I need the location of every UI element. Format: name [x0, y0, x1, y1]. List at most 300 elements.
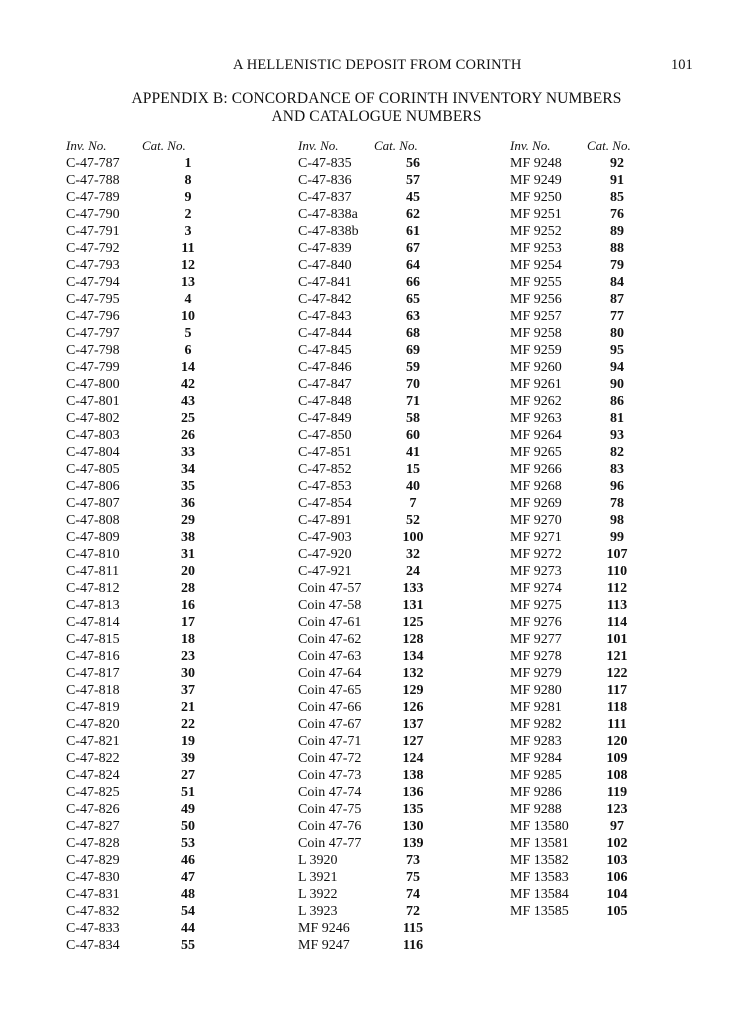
inventory-number: L 3923 — [298, 904, 338, 919]
inventory-number: MF 13583 — [510, 870, 569, 885]
inventory-number: MF 9256 — [510, 292, 562, 307]
inventory-number: C-47-814 — [66, 615, 120, 630]
inventory-number: MF 9275 — [510, 598, 562, 613]
table-row — [66, 291, 246, 308]
inventory-number: MF 13580 — [510, 819, 569, 834]
catalogue-number: 65 — [406, 292, 420, 307]
catalogue-number: 112 — [606, 581, 628, 596]
catalogue-number: 105 — [606, 904, 628, 919]
catalogue-number: 1 — [184, 156, 192, 171]
catalogue-number: 88 — [610, 241, 624, 256]
table-row — [510, 631, 690, 648]
table-row — [66, 716, 246, 733]
inventory-number: C-47-921 — [298, 564, 352, 579]
catalogue-number: 100 — [402, 530, 424, 545]
table-row — [66, 801, 246, 818]
catalogue-number: 102 — [606, 836, 628, 851]
table-row — [298, 716, 478, 733]
table-row — [298, 818, 478, 835]
catalogue-number: 22 — [181, 717, 195, 732]
table-row — [510, 801, 690, 818]
catalogue-number: 50 — [181, 819, 195, 834]
table-row — [510, 240, 690, 257]
inventory-number: C-47-798 — [66, 343, 120, 358]
inventory-number: MF 9285 — [510, 768, 562, 783]
inventory-number: L 3922 — [298, 887, 338, 902]
table-row — [510, 563, 690, 580]
table-row — [66, 257, 246, 274]
inventory-number: MF 9261 — [510, 377, 562, 392]
inventory-number: Coin 47-77 — [298, 836, 362, 851]
table-row — [510, 852, 690, 869]
table-row — [298, 937, 478, 954]
inventory-number: MF 9281 — [510, 700, 562, 715]
inventory-number: C-47-853 — [298, 479, 352, 494]
table-row — [510, 750, 690, 767]
table-row — [510, 597, 690, 614]
table-row — [66, 274, 246, 291]
inventory-number: MF 13581 — [510, 836, 569, 851]
inventory-number: C-47-852 — [298, 462, 352, 477]
inventory-number: C-47-825 — [66, 785, 120, 800]
table-row — [298, 631, 478, 648]
catalogue-number: 115 — [402, 921, 424, 936]
table-row — [66, 869, 246, 886]
inventory-number: C-47-819 — [66, 700, 120, 715]
title-line-1: APPENDIX B: CONCORDANCE OF CORINTH INVENTORY NUMBERS — [131, 90, 622, 107]
catalogue-number: 64 — [406, 258, 420, 273]
inventory-number: Coin 47-73 — [298, 768, 362, 783]
catalogue-number: 136 — [402, 785, 424, 800]
catalogue-number: 32 — [406, 547, 420, 562]
catalogue-number: 68 — [406, 326, 420, 341]
catalogue-number: 122 — [606, 666, 628, 681]
catalogue-number: 107 — [606, 547, 628, 562]
catalogue-number: 75 — [406, 870, 420, 885]
catalogue-number: 118 — [606, 700, 628, 715]
catalogue-number: 90 — [610, 377, 624, 392]
catalogue-number: 59 — [406, 360, 420, 375]
table-row — [298, 597, 478, 614]
catalogue-number: 29 — [181, 513, 195, 528]
catalogue-number: 48 — [181, 887, 195, 902]
catalogue-number: 104 — [606, 887, 628, 902]
inventory-number: C-47-847 — [298, 377, 352, 392]
title-line-2: AND CATALOGUE NUMBERS — [271, 108, 482, 125]
table-row — [66, 580, 246, 597]
catalogue-number: 28 — [181, 581, 195, 596]
catalogue-number: 87 — [610, 292, 624, 307]
table-row — [66, 240, 246, 257]
catalogue-number: 131 — [402, 598, 424, 613]
inventory-number: C-47-822 — [66, 751, 120, 766]
table-row — [298, 869, 478, 886]
table-row — [510, 189, 690, 206]
column-header — [66, 138, 246, 155]
inventory-number: MF 9249 — [510, 173, 562, 188]
table-row — [298, 801, 478, 818]
catalogue-number: 36 — [181, 496, 195, 511]
inventory-number: L 3920 — [298, 853, 338, 868]
inventory-number: MF 9253 — [510, 241, 562, 256]
table-row — [66, 818, 246, 835]
inventory-number: C-47-830 — [66, 870, 120, 885]
inventory-number: C-47-821 — [66, 734, 120, 749]
table-row — [510, 648, 690, 665]
inventory-number: C-47-844 — [298, 326, 352, 341]
table-row — [298, 461, 478, 478]
catalogue-number: 34 — [181, 462, 195, 477]
inventory-number: MF 9263 — [510, 411, 562, 426]
catalogue-number: 133 — [402, 581, 424, 596]
catalogue-number: 77 — [610, 309, 624, 324]
table-row — [510, 274, 690, 291]
inventory-number: C-47-796 — [66, 309, 120, 324]
catalogue-number: 92 — [610, 156, 624, 171]
catalogue-number: 45 — [406, 190, 420, 205]
catalogue-number: 108 — [606, 768, 628, 783]
catalogue-number: 35 — [181, 479, 195, 494]
inventory-number: C-47-831 — [66, 887, 120, 902]
inventory-number: MF 9270 — [510, 513, 562, 528]
table-row — [298, 852, 478, 869]
inventory-number: Coin 47-75 — [298, 802, 362, 817]
inventory-number: MF 9262 — [510, 394, 562, 409]
table-row — [66, 648, 246, 665]
catalogue-number: 89 — [610, 224, 624, 239]
table-row — [510, 376, 690, 393]
inventory-number: MF 9260 — [510, 360, 562, 375]
catalogue-number: 135 — [402, 802, 424, 817]
catalogue-number: 116 — [402, 938, 424, 953]
cat-no-header: Cat. No. — [374, 138, 418, 153]
catalogue-number: 114 — [606, 615, 628, 630]
inventory-number: C-47-803 — [66, 428, 120, 443]
catalogue-number: 124 — [402, 751, 424, 766]
table-row — [510, 767, 690, 784]
inventory-number: C-47-806 — [66, 479, 120, 494]
inventory-number: C-47-801 — [66, 394, 120, 409]
inventory-number: C-47-795 — [66, 292, 120, 307]
catalogue-number: 81 — [610, 411, 624, 426]
inventory-number: C-47-805 — [66, 462, 120, 477]
catalogue-number: 70 — [406, 377, 420, 392]
catalogue-number: 121 — [606, 649, 628, 664]
inventory-number: C-47-842 — [298, 292, 352, 307]
table-row — [298, 495, 478, 512]
catalogue-number: 113 — [606, 598, 628, 613]
table-row — [66, 172, 246, 189]
catalogue-number: 25 — [181, 411, 195, 426]
inventory-number: Coin 47-72 — [298, 751, 362, 766]
catalogue-number: 16 — [181, 598, 195, 613]
table-row — [298, 291, 478, 308]
catalogue-number: 31 — [181, 547, 195, 562]
catalogue-number: 109 — [606, 751, 628, 766]
catalogue-number: 82 — [610, 445, 624, 460]
catalogue-number: 24 — [406, 564, 420, 579]
table-row — [510, 427, 690, 444]
table-row — [298, 223, 478, 240]
table-row — [66, 223, 246, 240]
catalogue-number: 27 — [181, 768, 195, 783]
inventory-number: Coin 47-76 — [298, 819, 362, 834]
catalogue-number: 58 — [406, 411, 420, 426]
inventory-number: C-47-807 — [66, 496, 120, 511]
table-row — [510, 835, 690, 852]
inventory-number: MF 9257 — [510, 309, 562, 324]
table-row — [298, 172, 478, 189]
table-row — [298, 410, 478, 427]
inventory-number: Coin 47-61 — [298, 615, 362, 630]
inventory-number: MF 9288 — [510, 802, 562, 817]
table-row — [66, 461, 246, 478]
catalogue-number: 67 — [406, 241, 420, 256]
table-row — [298, 529, 478, 546]
table-row — [298, 444, 478, 461]
catalogue-number: 83 — [610, 462, 624, 477]
inventory-number: C-47-846 — [298, 360, 352, 375]
table-row — [298, 563, 478, 580]
table-row — [298, 733, 478, 750]
concordance-column-1 — [66, 138, 246, 954]
inventory-number: C-47-789 — [66, 190, 120, 205]
table-row — [298, 240, 478, 257]
inv-no-header: Inv. No. — [510, 138, 551, 153]
inventory-number: C-47-793 — [66, 258, 120, 273]
inventory-number: MF 9283 — [510, 734, 562, 749]
table-row — [298, 920, 478, 937]
inventory-number: MF 9251 — [510, 207, 562, 222]
catalogue-number: 110 — [606, 564, 628, 579]
table-row — [66, 342, 246, 359]
table-row — [298, 274, 478, 291]
inventory-number: C-47-817 — [66, 666, 120, 681]
inventory-number: Coin 47-63 — [298, 649, 362, 664]
catalogue-number: 21 — [181, 700, 195, 715]
catalogue-number: 66 — [406, 275, 420, 290]
catalogue-number: 47 — [181, 870, 195, 885]
table-row — [298, 155, 478, 172]
catalogue-number: 74 — [406, 887, 420, 902]
table-row — [510, 461, 690, 478]
inventory-number: MF 9264 — [510, 428, 562, 443]
table-row — [510, 359, 690, 376]
table-row — [510, 393, 690, 410]
table-row — [66, 665, 246, 682]
catalogue-number: 139 — [402, 836, 424, 851]
catalogue-number: 94 — [610, 360, 624, 375]
catalogue-number: 54 — [181, 904, 195, 919]
inventory-number: C-47-815 — [66, 632, 120, 647]
inventory-number: MF 9273 — [510, 564, 562, 579]
catalogue-number: 127 — [402, 734, 424, 749]
table-row — [66, 852, 246, 869]
catalogue-number: 14 — [181, 360, 195, 375]
catalogue-number: 57 — [406, 173, 420, 188]
catalogue-number: 119 — [606, 785, 628, 800]
table-row — [298, 342, 478, 359]
catalogue-number: 6 — [184, 343, 192, 358]
inventory-number: Coin 47-62 — [298, 632, 362, 647]
inventory-number: C-47-835 — [298, 156, 352, 171]
catalogue-number: 8 — [184, 173, 192, 188]
catalogue-number: 5 — [184, 326, 192, 341]
table-row — [66, 495, 246, 512]
inventory-number: C-47-809 — [66, 530, 120, 545]
appendix-title — [0, 90, 751, 126]
catalogue-number: 71 — [406, 394, 420, 409]
table-row — [298, 886, 478, 903]
catalogue-number: 52 — [406, 513, 420, 528]
inventory-number: C-47-849 — [298, 411, 352, 426]
inventory-number: Coin 47-66 — [298, 700, 362, 715]
table-row — [298, 546, 478, 563]
table-row — [298, 767, 478, 784]
catalogue-number: 56 — [406, 156, 420, 171]
table-row — [298, 359, 478, 376]
table-row — [510, 546, 690, 563]
column-header — [510, 138, 690, 155]
inventory-number: C-47-839 — [298, 241, 352, 256]
table-row — [510, 223, 690, 240]
catalogue-number: 96 — [610, 479, 624, 494]
catalogue-number: 117 — [606, 683, 628, 698]
catalogue-number: 55 — [181, 938, 195, 953]
catalogue-number: 95 — [610, 343, 624, 358]
inventory-number: C-47-800 — [66, 377, 120, 392]
catalogue-number: 63 — [406, 309, 420, 324]
inventory-number: C-47-920 — [298, 547, 352, 562]
catalogue-number: 111 — [607, 717, 627, 732]
catalogue-number: 128 — [402, 632, 424, 647]
catalogue-number: 99 — [610, 530, 624, 545]
inventory-number: C-47-804 — [66, 445, 120, 460]
table-row — [66, 835, 246, 852]
table-row — [298, 665, 478, 682]
inventory-number: MF 9286 — [510, 785, 562, 800]
table-row — [66, 155, 246, 172]
catalogue-number: 38 — [181, 530, 195, 545]
table-row — [510, 699, 690, 716]
table-row — [298, 614, 478, 631]
catalogue-number: 138 — [402, 768, 424, 783]
table-row — [298, 682, 478, 699]
table-row — [298, 835, 478, 852]
table-row — [66, 410, 246, 427]
inventory-number: Coin 47-57 — [298, 581, 362, 596]
catalogue-number: 91 — [610, 173, 624, 188]
inventory-number: MF 9254 — [510, 258, 562, 273]
table-row — [298, 750, 478, 767]
concordance-column-2 — [298, 138, 478, 954]
table-row — [298, 308, 478, 325]
cat-no-header: Cat. No. — [142, 138, 186, 153]
inventory-number: MF 13585 — [510, 904, 569, 919]
table-row — [66, 308, 246, 325]
table-row — [66, 529, 246, 546]
catalogue-number: 19 — [181, 734, 195, 749]
inv-no-header: Inv. No. — [66, 138, 107, 153]
inventory-number: C-47-790 — [66, 207, 120, 222]
inventory-number: C-47-850 — [298, 428, 352, 443]
catalogue-number: 44 — [181, 921, 195, 936]
inventory-number: C-47-826 — [66, 802, 120, 817]
catalogue-number: 46 — [181, 853, 195, 868]
table-row — [298, 580, 478, 597]
catalogue-number: 39 — [181, 751, 195, 766]
inventory-number: MF 9248 — [510, 156, 562, 171]
table-row — [66, 359, 246, 376]
table-row — [66, 393, 246, 410]
inventory-number: C-47-838a — [298, 207, 358, 222]
inventory-number: MF 9268 — [510, 479, 562, 494]
table-row — [510, 733, 690, 750]
catalogue-number: 106 — [606, 870, 628, 885]
table-row — [66, 427, 246, 444]
inventory-number: C-47-851 — [298, 445, 352, 460]
table-row — [66, 733, 246, 750]
catalogue-number: 15 — [406, 462, 420, 477]
table-row — [66, 325, 246, 342]
inventory-number: C-47-837 — [298, 190, 352, 205]
table-row — [298, 699, 478, 716]
inventory-number: C-47-824 — [66, 768, 120, 783]
table-row — [66, 682, 246, 699]
inventory-number: MF 13584 — [510, 887, 569, 902]
table-row — [510, 325, 690, 342]
table-row — [510, 903, 690, 920]
table-row — [510, 869, 690, 886]
inv-no-header: Inv. No. — [298, 138, 339, 153]
catalogue-number: 4 — [184, 292, 192, 307]
inventory-number: C-47-836 — [298, 173, 352, 188]
table-row — [66, 189, 246, 206]
catalogue-number: 79 — [610, 258, 624, 273]
table-row — [510, 784, 690, 801]
inventory-number: C-47-813 — [66, 598, 120, 613]
table-row — [66, 597, 246, 614]
table-row — [66, 920, 246, 937]
catalogue-number: 30 — [181, 666, 195, 681]
table-row — [66, 750, 246, 767]
inventory-number: C-47-810 — [66, 547, 120, 562]
table-row — [66, 886, 246, 903]
catalogue-number: 125 — [402, 615, 424, 630]
table-row — [66, 206, 246, 223]
inventory-number: MF 9271 — [510, 530, 562, 545]
table-row — [510, 206, 690, 223]
inventory-number: MF 13582 — [510, 853, 569, 868]
catalogue-number: 40 — [406, 479, 420, 494]
catalogue-number: 129 — [402, 683, 424, 698]
table-row — [66, 444, 246, 461]
table-row — [510, 614, 690, 631]
catalogue-number: 73 — [406, 853, 420, 868]
inventory-number: Coin 47-65 — [298, 683, 362, 698]
catalogue-number: 49 — [181, 802, 195, 817]
catalogue-number: 53 — [181, 836, 195, 851]
table-row — [298, 206, 478, 223]
cat-no-header: Cat. No. — [587, 138, 631, 153]
running-head: A HELLENISTIC DEPOSIT FROM CORINTH — [233, 57, 522, 73]
inventory-number: MF 9266 — [510, 462, 562, 477]
inventory-number: MF 9269 — [510, 496, 562, 511]
inventory-number: C-47-903 — [298, 530, 352, 545]
catalogue-number: 72 — [406, 904, 420, 919]
page-number: 101 — [671, 57, 693, 73]
table-row — [510, 478, 690, 495]
